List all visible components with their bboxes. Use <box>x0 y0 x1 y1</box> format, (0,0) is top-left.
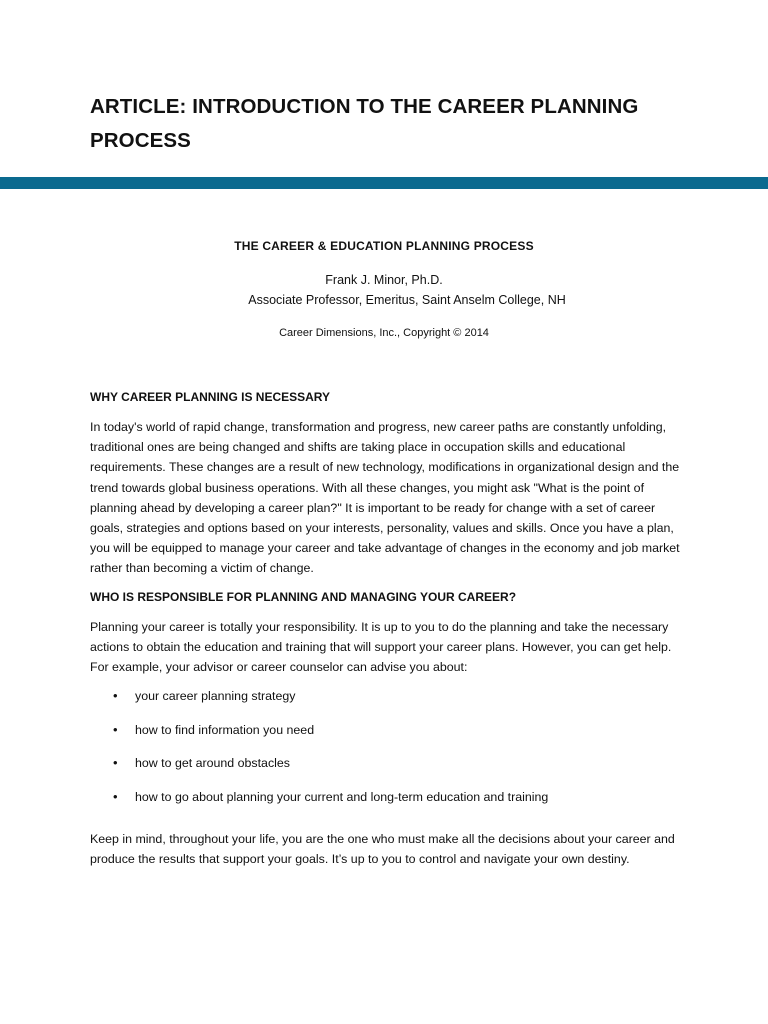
document-title: THE CAREER & EDUCATION PLANNING PROCESS <box>234 239 534 253</box>
header-divider-bar <box>0 177 768 189</box>
author-name: Frank J. Minor, Ph.D. <box>325 273 443 287</box>
copyright-notice: Career Dimensions, Inc., Copyright © 2014 <box>279 327 489 339</box>
advisor-topics-list <box>90 686 690 820</box>
section-heading-who: WHO IS RESPONSIBLE FOR PLANNING AND MANAGING YOUR CAREER? <box>90 589 517 604</box>
article-title-line-2: PROCESS <box>90 129 191 152</box>
article-body <box>90 388 690 878</box>
section-paragraph-why: In today's world of rapid change, transformation and progress, new career paths are constantly unfolding, traditional ones are being changed and shifts are taking place in occupation skills and educational requirements. These changes are a result of new technology, modifications in organizational design and the trend towards global business operations. With all these changes, you might ask "What is the point of planning ahead by developing a career plan?" It is important to be ready for change with a set of career goals, strategies and options based on your interests, personality, values and skills. Once you have a plan, you will be equipped to manage your career and take advantage of changes in the economy and job market rather than becoming a victim of change. <box>90 420 680 576</box>
list-item <box>90 787 690 821</box>
section-paragraph-who: Planning your career is totally your responsibility. It is up to you to do the planning and take the necessary actions to obtain the education and training that will support your career plans. However, you can get help. For example, your advisor or career counselor can advise you about: <box>90 619 672 675</box>
article-title <box>90 90 690 158</box>
list-item <box>90 686 690 720</box>
section-heading-why: WHY CAREER PLANNING IS NECESSARY <box>90 390 331 404</box>
list-item-text: how to get around obstacles <box>135 756 290 771</box>
bullet-icon: • <box>113 721 118 737</box>
list-item-text: how to find information you need <box>135 722 315 737</box>
bullet-icon: • <box>113 755 118 771</box>
article-title-line-1: ARTICLE: INTRODUCTION TO THE CAREER PLANNING <box>90 95 639 118</box>
list-item <box>90 753 690 787</box>
bullet-icon: • <box>113 688 118 704</box>
list-item-text: how to go about planning your current and long-term education and training <box>135 790 549 805</box>
list-item <box>90 720 690 754</box>
closing-paragraph: Keep in mind, throughout your life, you are the one who must make all the decisions about your career and produce the results that support your goals. It’s up to you to control and navigate your own destiny. <box>90 831 675 866</box>
author-affiliation: Associate Professor, Emeritus, Saint Anselm College, NH <box>248 293 566 307</box>
list-item-text: your career planning strategy <box>135 689 296 704</box>
bullet-icon: • <box>113 789 118 805</box>
